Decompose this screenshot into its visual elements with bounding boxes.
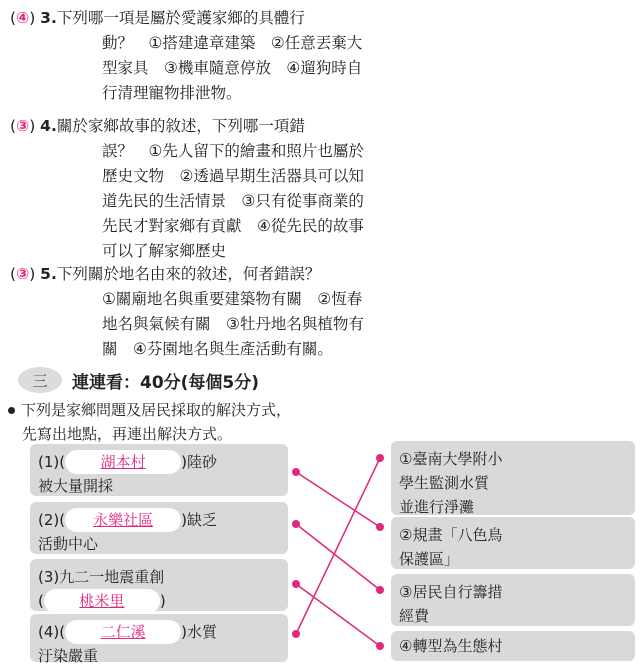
item-suffix: )缺乏: [181, 511, 217, 529]
left-connector-dot[interactable]: [292, 520, 300, 528]
item-prefix: (: [38, 592, 44, 610]
connection-line: [296, 584, 380, 646]
speech-bubble-icon: 三: [18, 367, 62, 393]
question-answer: ④: [16, 9, 30, 27]
answer-blank[interactable]: 永樂社區: [65, 508, 181, 532]
answer-blank[interactable]: 湖本村: [65, 450, 181, 474]
section-title: 連連看：40分(每個5分): [72, 372, 260, 393]
question-text: 下列關於地名由來的敘述，何者錯誤？: [56, 265, 321, 283]
item-prefix: (1)(: [38, 453, 66, 471]
left-connector-dot[interactable]: [292, 580, 300, 588]
question-text: 關於家鄉故事的敘述，下列哪一項錯: [56, 117, 305, 135]
question-answer: ③: [16, 265, 30, 283]
item-suffix: )陸砂: [181, 453, 217, 471]
question-number: 5.: [40, 265, 57, 283]
item-text: 被大量開採: [38, 477, 114, 495]
item-text: 汙染嚴重: [38, 647, 99, 665]
item-prefix: (4)(: [38, 623, 66, 641]
connection-line: [296, 458, 380, 634]
item-text: 並進行淨灘: [399, 498, 475, 516]
question-text: 誤？ ①先人留下的繪畫和照片也屬於: [102, 142, 364, 160]
question-number: 4.: [40, 117, 57, 135]
left-connector-dot[interactable]: [292, 468, 300, 476]
question-5-line: (③) 5.下列關於地名由來的敘述，何者錯誤？: [10, 265, 321, 283]
question-3-line: (④) 3.下列哪一項是屬於愛護家鄉的具體行: [10, 9, 305, 27]
question-text: 先民才對家鄉有貢獻 ④從先民的故事: [102, 217, 364, 235]
connection-line: [296, 524, 380, 590]
item-text: ④轉型為生態村: [399, 637, 503, 655]
left-connector-dot[interactable]: [292, 630, 300, 638]
right-connector-dot[interactable]: [376, 586, 384, 594]
item-suffix: ): [159, 592, 166, 610]
question-text: 道先民的生活情景 ③只有從事商業的: [102, 192, 364, 210]
question-4-line: (③) 4.關於家鄉故事的敘述，下列哪一項錯: [10, 117, 305, 135]
item-text: 經費: [399, 607, 430, 625]
connection-line: [296, 472, 380, 527]
question-text: 歷史文物 ②透過早期生活器具可以知: [102, 167, 364, 185]
question-number: 3.: [40, 9, 57, 27]
question-text: 關 ④芬園地名與生產活動有關。: [102, 340, 333, 358]
question-text: 下列哪一項是屬於愛護家鄉的具體行: [56, 9, 305, 27]
item-text: ②規畫「八色鳥: [399, 526, 503, 544]
instruction-line: 先寫出地點，再連出解決方式。: [22, 425, 233, 443]
item-text: 保護區」: [399, 550, 460, 568]
item-suffix: )水質: [181, 623, 217, 641]
right-connector-dot[interactable]: [376, 454, 384, 462]
question-text: 可以了解家鄉歷史: [102, 242, 227, 260]
right-connector-dot[interactable]: [376, 642, 384, 650]
item-text: 活動中心: [38, 535, 99, 553]
question-text: ①關廟地名與重要建築物有關 ②恆春: [102, 290, 363, 308]
question-text: 型家具 ③機車隨意停放 ④遛狗時自: [102, 59, 363, 77]
answer-blank[interactable]: 二仁溪: [65, 620, 181, 644]
question-text: 地名與氣候有關 ③牡丹地名與植物有: [102, 315, 364, 333]
item-text: 學生監測水質: [399, 474, 490, 492]
question-answer: ③: [16, 117, 30, 135]
item-prefix: (2)(: [38, 511, 66, 529]
answer-blank[interactable]: 桃米里: [44, 589, 160, 613]
item-text: ①臺南大學附小: [399, 450, 503, 468]
question-text: 行清理寵物排泄物。: [102, 84, 242, 102]
right-connector-dot[interactable]: [376, 523, 384, 531]
question-text: 動？ ①搭建違章建築 ②任意丟棄大: [102, 34, 363, 52]
item-text: ③居民自行籌措: [399, 583, 503, 601]
instruction-line: 下列是家鄉問題及居民採取的解決方式，: [21, 401, 292, 419]
item-prefix: (3)九二一地震重創: [38, 568, 165, 586]
